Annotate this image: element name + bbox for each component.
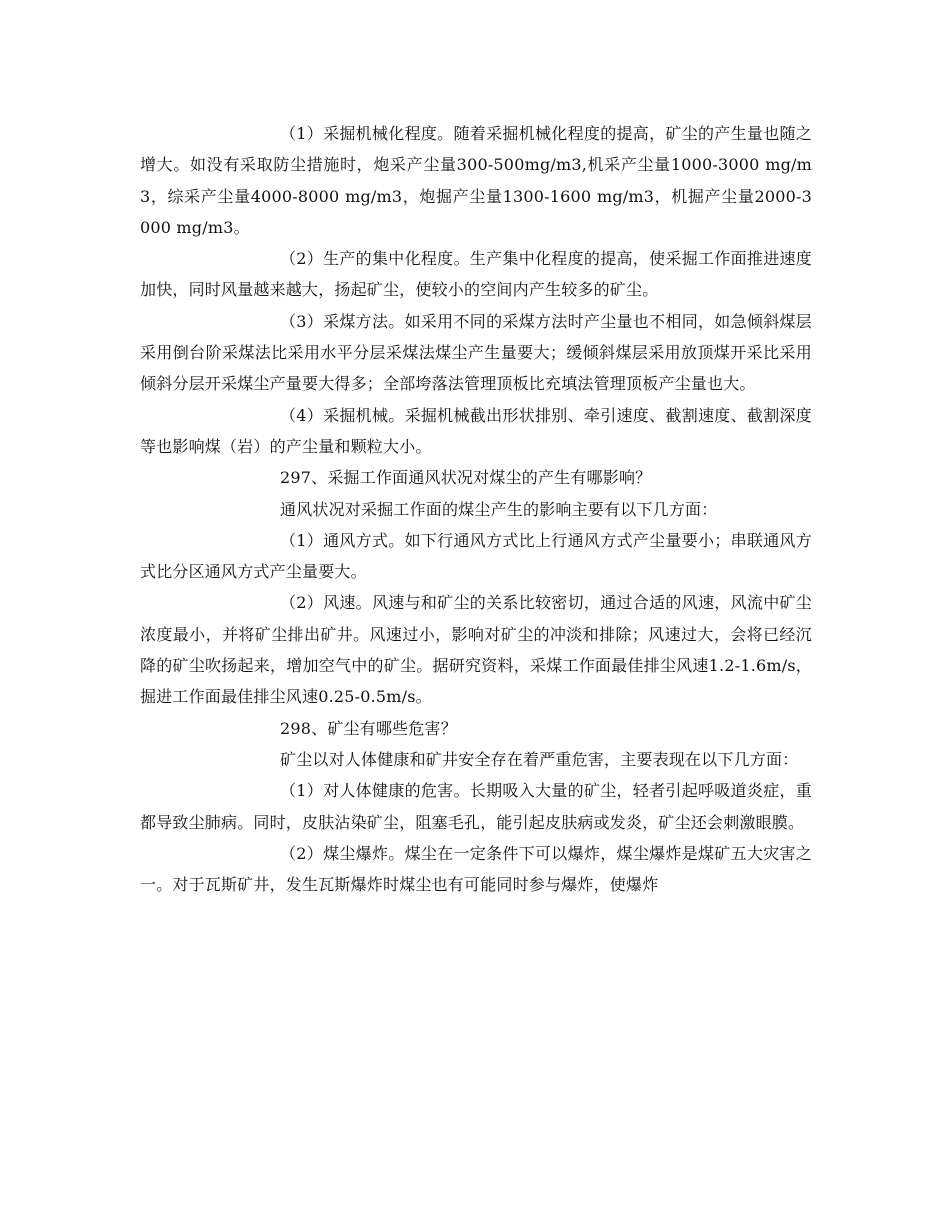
paragraph-item-wind-speed: （2）风速。风速与和矿尘的关系比较密切，通过合适的风速，风流中矿尘浓度最小，并将矿尘排出矿井。风速过小，影响对矿尘的冲淡和排除；风速过大，会将已经沉降的矿尘吹扬起来，增加空气中的矿尘。据研究资料，采煤工作面最佳排尘风速1.2-1.6m/s，掘进工作面最佳排尘风速0.25-0.5m/s。 bbox=[140, 593, 812, 707]
question-298: 298、矿尘有哪些危害？ bbox=[280, 718, 457, 738]
paragraph-item-2: （2）生产的集中化程度。生产集中化程度的提高，使采掘工作面推进速度加快，同时风量越来越大，扬起矿尘，使较小的空间内产生较多的矿尘。 bbox=[140, 249, 812, 300]
paragraph-item-coal-dust-explosion: （2）煤尘爆炸。煤尘在一定条件下可以爆炸，煤尘爆炸是煤矿五大灾害之一。对于瓦斯矿井，发生瓦斯爆炸时煤尘也有可能同时参与爆炸，使爆炸 bbox=[140, 843, 812, 895]
answer-297-intro: 通风状况对采掘工作面的煤尘产生的影响主要有以下几方面： bbox=[280, 499, 718, 519]
paragraph-item-1: （1）采掘机械化程度。随着采掘机械化程度的提高，矿尘的产生量也随之增大。如没有采取防尘措施时，炮采产尘量300-500mg/m3,机采产尘量1000-3000 mg/m3，综采产尘量4000-8000 mg/m3，炮掘产尘量1300-1600 mg/m3，机掘产尘量2000-3000 mg/m3。 bbox=[140, 124, 812, 237]
answer-298-intro: 矿尘以对人体健康和矿井安全存在着严重危害，主要表现在以下几方面： bbox=[280, 749, 799, 769]
paragraph-item-3: （3）采煤方法。如采用不同的采煤方法时产尘量也不相同，如急倾斜煤层采用倒台阶采煤法比采用水平分层采煤法煤尘产生量要大；缓倾斜煤层采用放顶煤开采比采用倾斜分层开采煤尘产量要大得多；全部垮落法管理顶板比充填法管理顶板产尘量也大。 bbox=[140, 311, 812, 394]
paragraph-item-health-hazard: （1）对人体健康的危害。长期吸入大量的矿尘，轻者引起呼吸道炎症，重都导致尘肺病。同时，皮肤沾染矿尘，阻塞毛孔，能引起皮肤病或发炎，矿尘还会刺激眼膜。 bbox=[140, 781, 812, 832]
paragraph-item-ventilation-method: （1）通风方式。如下行通风方式比上行通风方式产尘量要小；串联通风方式比分区通风方式产尘量要大。 bbox=[140, 530, 812, 582]
document-body bbox=[140, 118, 812, 900]
question-297: 297、采掘工作面通风状况对煤尘的产生有哪影响？ bbox=[280, 468, 652, 488]
paragraph-item-4: （4）采掘机械。采掘机械截出形状排别、牵引速度、截割速度、截割深度等也影响煤（岩）的产尘量和颗粒大小。 bbox=[140, 405, 812, 456]
